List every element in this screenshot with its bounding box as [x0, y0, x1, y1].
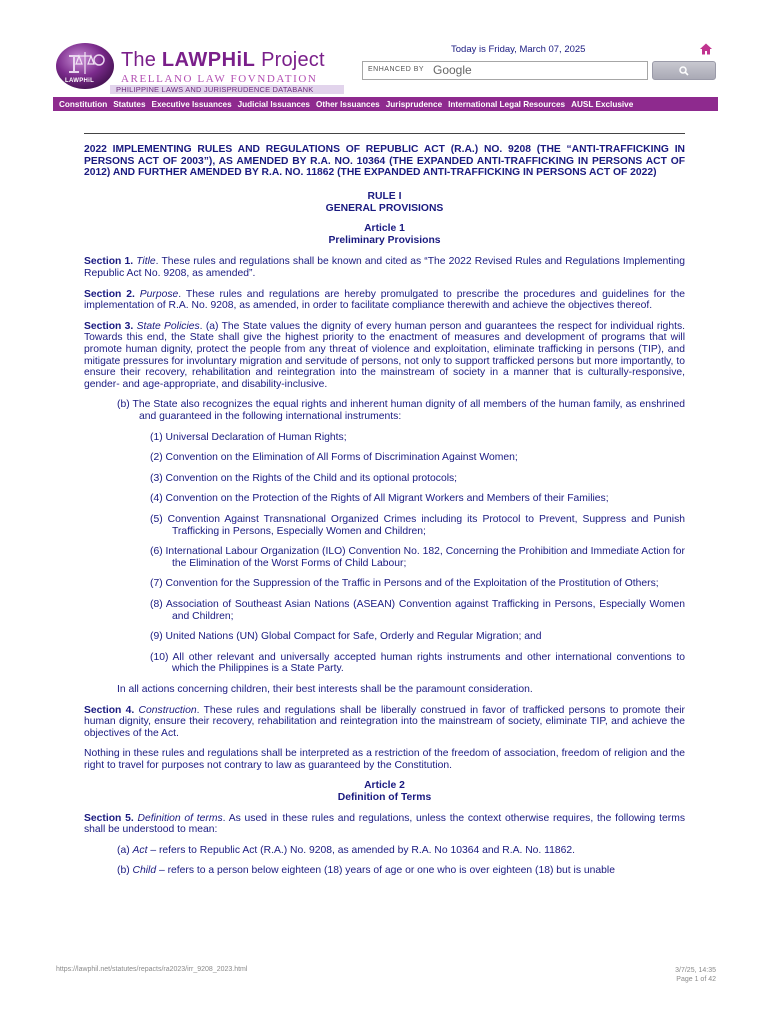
main-nav [53, 97, 718, 111]
footer-datetime: 3/7/25, 14:35 [675, 967, 716, 974]
section-2: Section 2. Purpose. These rules and regulations are hereby promulgated to prescribe the procedures and guidelines for the implementation of R.A. No. 9208, as amended, in order to facilitate compliance therewith and achieve the objectives thereof. [84, 288, 685, 312]
article-2-number: Article 2 [364, 780, 405, 792]
instrument-item: (2) Convention on the Elimination of All Forms of Discrimination Against Women; [150, 452, 518, 464]
nav-item-ausl-exclusive[interactable]: AUSL Exclusive [571, 99, 634, 109]
nav-item-constitution[interactable]: Constitution [59, 99, 108, 109]
today-date: Today is Friday, March 07, 2025 [451, 44, 586, 55]
article-2-name: Definition of Terms [337, 792, 432, 804]
document-title: 2022 IMPLEMENTING RULES AND REGULATIONS OF REPUBLIC ACT (R.A.) NO. 9208 (THE “ANTI-TRAFFICKING IN PERSONS ACT OF 2003”), AS AMENDED BY R.A. NO. 10364 (THE EXPANDED ANTI-TRAFFICKING IN PERSONS ACT OF 2012) AND FURTHER AMENDED BY R.A. NO. 11862 (THE EXPANDED ANTI-TRAFFICKING IN PERSONS ACT OF 2022) [84, 144, 685, 179]
nav-item-other-issuances[interactable]: Other Issuances [316, 99, 380, 109]
instrument-item: (1) Universal Declaration of Human Rights; [150, 431, 347, 443]
section-3-b: (b) The State also recognizes the equal rights and inherent human dignity of all members of the human family, as enshrined and guaranteed in the following international instruments: [117, 399, 685, 423]
section-3: Section 3. State Policies. (a) The State values the dignity of every human person and guarantees the respect for individual rights. Towards this end, the State shall give the highest priority to the enactment of measures and development of programs that will promote human dignity, protect the people from any threat of violence and exploitation, eliminate trafficking in persons (TIP), and mitigate pressures for involuntary migration and servitude of persons, not only to support trafficked persons but more importantly, to ensure their recovery, rehabilitation and reintegration into the mainstream of society in a manner that is culturally-responsive, gender- and age-appropriate, and disability-inclusive. [84, 320, 685, 390]
lawphil-logo[interactable] [55, 42, 115, 92]
document-body [84, 144, 685, 877]
nav-item-jurisprudence[interactable]: Jurisprudence [385, 99, 443, 109]
home-icon[interactable] [699, 42, 713, 56]
article-1-name: Preliminary Provisions [328, 234, 441, 246]
section-5: Section 5. Definition of terms. As used in these rules and regulations, unless the context otherwise requires, the following terms shall be understood to mean: [84, 812, 685, 836]
section-1: Section 1. Title. These rules and regulations shall be known and cited as “The 2022 Revised Rules and Regulations Implementing Republic Act No. 9208, as amended”. [84, 256, 685, 280]
footer-page: Page 1 of 42 [676, 976, 716, 983]
instrument-item: (3) Convention on the Rights of the Child and its optional protocols; [150, 472, 458, 484]
rule-number: RULE I [367, 191, 402, 203]
divider [84, 133, 685, 134]
nav-item-executive-issuances[interactable]: Executive Issuances [151, 99, 232, 109]
site-header [53, 40, 718, 97]
section-4-paragraph-2: Nothing in these rules and regulations shall be interpreted as a restriction of the freedom of association, freedom of religion and the right to travel for purposes not contrary to law as guaranteed by the Constitution. [84, 748, 685, 771]
brand-suffix: Project [255, 49, 325, 71]
brand-tagline: PHILIPPINE LAWS AND JURISPRUDENCE DATABANK [110, 85, 344, 94]
article-1-number: Article 1 [364, 223, 405, 235]
instrument-item: (7) Convention for the Suppression of the Traffic in Persons and of the Exploitation of the Prostitution of Others; [150, 578, 659, 590]
brand-subtitle: ARELLANO LAW FOVNDATION [121, 73, 318, 85]
brand-prefix: The [121, 49, 162, 71]
search-icon [679, 66, 689, 76]
nav-item-statutes[interactable]: Statutes [113, 99, 146, 109]
nav-item-international-legal-resources[interactable]: International Legal Resources [448, 99, 566, 109]
section-4: Section 4. Construction. These rules and regulations shall be liberally construed in favor of trafficked persons to promote their human dignity, ensure their recovery, rehabilitation and reintegration into the mainstream of society, eliminate TIP, and achieve the objectives of the Act. [84, 704, 685, 739]
search-input[interactable] [362, 61, 648, 80]
instrument-item: (5) Convention Against Transnational Organized Crimes including its Protocol to Prevent, Suppress and Punish Trafficking in Persons, Especially Women and Children; [150, 513, 685, 537]
definition-a: (a) Act – refers to Republic Act (R.A.) No. 9208, as amended by R.A. No 10364 and R.A. No. 11862. [117, 844, 576, 856]
brand-bold: LAWPHiL [161, 49, 256, 71]
rule-name: GENERAL PROVISIONS [325, 202, 444, 214]
search-button[interactable] [652, 61, 716, 80]
instrument-item: (6) International Labour Organization (ILO) Convention No. 182, Concerning the Prohibition and Immediate Action for the Elimination of the Worst Forms of Child Labour; [150, 546, 685, 569]
footer-info [640, 966, 716, 984]
instrument-item: (9) United Nations (UN) Global Compact for Safe, Orderly and Regular Migration; and [150, 631, 542, 643]
search-google-label: Google [433, 63, 472, 77]
brand-title[interactable] [121, 49, 325, 72]
instrument-item: (4) Convention on the Protection of the Rights of All Migrant Workers and Members of their Families; [150, 493, 609, 505]
footer-url: https://lawphil.net/statutes/repacts/ra2023/irr_9208_2023.html [56, 966, 248, 973]
instrument-item: (10) All other relevant and universally accepted human rights instruments and other international conventions to which the Philippines is a State Party. [150, 651, 685, 675]
children-note: In all actions concerning children, their best interests shall be the paramount consideration. [117, 683, 533, 695]
logo-label: LAWPHiL [65, 78, 95, 84]
nav-item-judicial-issuances[interactable]: Judicial Issuances [237, 99, 310, 109]
search-enhanced-label: ENHANCED BY [368, 66, 425, 73]
instrument-item: (8) Association of Southeast Asian Nations (ASEAN) Convention against Trafficking in Persons, Especially Women and Children; [150, 598, 685, 622]
definition-b: (b) Child – refers to a person below eighteen (18) years of age or one who is over eighteen (18) but is unable [117, 865, 615, 877]
